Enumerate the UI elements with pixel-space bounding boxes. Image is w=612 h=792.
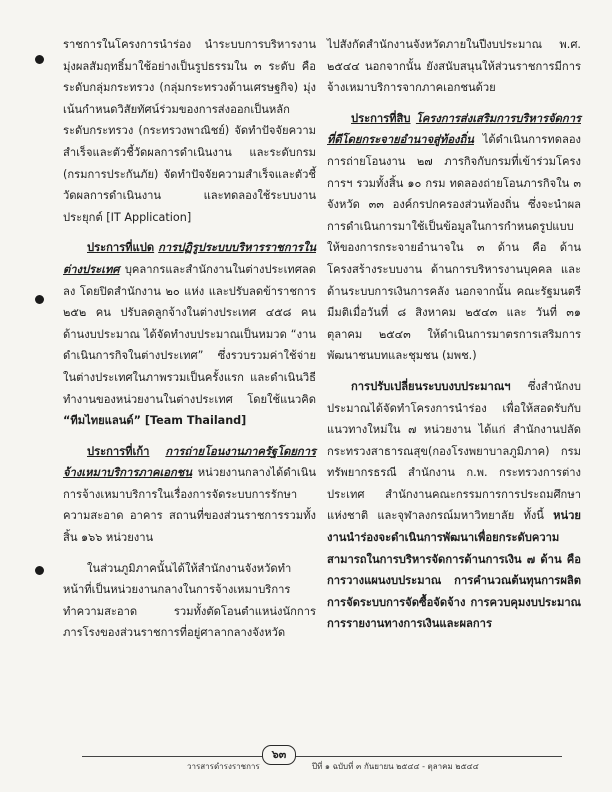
right-paragraph-2: ประการที่สิบ โครงการส่งเสริมการบริหารจัดการที่ดีโดยกระจายอำนาจสู่ท้องถิ่น ได้ดำเนินการทดลองการถ่ายโอนงาน ๒๗ ภารกิจกับกรมที่เข้าร่วมโครงการฯ รวมทั้งสิ้น ๑๐ กรม ทดลองถ่ายโอนภารกิจใน ๓ จังหวัด ๓๓ องค์กรปกครองส่วนท้องถิ่น ซึ่งจะนำผลการดำเนินการมาใช้เป็นข้อมูลในการกำหนดรูปแบบให้ของการกระจายอำนาจใน ๓ ด้าน คือ ด้านโครงสร้างระบบงาน ด้านการบริหารงานบุคคล และด้านระบบการเงินการคลัง นอกจากนั้น คณะรัฐมนตรีมีมติเมื่อวันที่ ๘ สิงหาคม ๒๕๔๓ และ วันที่ ๓๑ ตุลาคม ๒๕๔๓ ให้ดำเนินการมาตรการเสริมการพัฒนาชนบทและชุมชน (มพช.) — [327, 111, 581, 363]
page-number: ๖๓ — [262, 745, 296, 765]
left-paragraph-2: ประการที่แปด การปฏิรูประบบบริหารราชการในต่างประเทศ บุคลากรและสำนักงานในต่างประเทศลดลง โดยปิดสำนักงาน ๒๐ แห่ง และปรับลดข้าราชการ ๒๕๒ คน ปรับลดลูกจ้างในต่างประเทศ ๔๕๘ คน ด้านงบประมาณ ได้จัดทำงบประมาณเป็นหมวด “งานดำเนินการกิจในต่างประเทศ” ซึ่งรวบรวมค่าใช้จ่ายในต่างประเทศในภาพรวมเป็นครั้งแรก และดำเนินวิธีทำงานของหน่วยงานในต่างประเทศ โดยใช้แนวคิด “ทีมไทยแลนด์” [Team Thailand] — [63, 241, 316, 428]
binder-hole-bottom — [35, 566, 44, 575]
quote-team-thailand: “ทีมไทยแลนด์” — [63, 414, 141, 428]
section-nine-lead: ประการที่เก้า — [87, 444, 150, 458]
left-paragraph-1: ราชการในโครงการนำร่อง นำระบบการบริหารงานมุ่งผลสัมฤทธิ์มาใช้อย่างเป็นรูปธรรมใน ๓ ระดับ คือ ระดับกลุ่มกระทรวง (กลุ่มกระทรวงด้านเศรษฐกิจ) มุ่งเน้นกำหนดวิสัยทัศน์ร่วมของการส่งออกเป็นหลัก ระดับกระทรวง (กระทรวงพาณิชย์) จัดทำปัจจัยความสำเร็จและตัวชี้วัดผลการดำเนินงาน และระดับกรม (กรมการประกันภัย) จัดทำปัจจัยความสำเร็จและตัวชี้วัดผลการดำเนินงาน และทดลองใช้ระบบงานประยุกต์ [IT Application] — [63, 38, 316, 224]
left-paragraph-4: ในส่วนภูมิภาคนั้นได้ให้สำนักงานจังหวัดทำหน้าที่เป็นหน่วยงานกลางในการจ้างเหมาบริการทำความสะอาด รวมทั้งตัดโอนตำแหน่งนักการภารโรงของส่วนราชการที่อยู่ศาลากลางจังหวัด — [63, 561, 316, 640]
section-eight-lead: ประการที่แปด — [87, 241, 155, 255]
section-ten-lead: ประการที่สิบ — [351, 111, 411, 125]
journal-title: วารสารดำรงราชการ — [187, 762, 260, 771]
left-paragraph-3: ประการที่เก้า การถ่ายโอนงานภาครัฐโดยการจ้างเหมาบริการภาคเอกชน หน่วยงานกลางได้ดำเนินการจ้างเหมาบริการในเรื่องการจัดระบบการรักษาความสะอาด อาคาร สถานที่ของส่วนราชการรวมทั้งสิ้น ๑๖๖ หน่วยงาน — [63, 444, 316, 545]
binder-hole-middle — [35, 295, 44, 304]
issue-info: ปีที่ ๑ ฉบับที่ ๓ กันยายน ๒๕๔๔ - ตุลาคม ๒๕๔๔ — [312, 762, 479, 771]
quote-overseas-mission: “งานดำเนินการกิจในต่างประเทศ” — [63, 327, 316, 363]
right-paragraph-3: การปรับเปลี่ยนระบบงบประมาณฯ ซึ่งสำนักงบประมาณได้จัดทำโครงการนำร่อง เพื่อให้สอดรับกับแนวทางใหม่ใน ๗ หน่วยงาน ได้แก่ สำนักงานปลัดกระทรวงสาธารณสุข(กองโรงพยาบาลภูมิภาค) กรมทรัพยากรธรณี สำนักงาน ก.พ. กระทรวงการต่างประเทศ สำนักงานคณะกรรมการการประถมศึกษาแห่งชาติ และจุฬาลงกรณ์มหาวิทยาลัย ทั้งนี้ หน่วยงานนำร่องจะดำเนินการพัฒนาเพื่อยกระดับความสามารถในการบริหารจัดการด้านการเงิน ๗ ด้าน คือ การวางแผนงบประมาณ การคำนวณต้นทุนการผลิต การจัดระบบการจัดซื้อจัดจ้าง การควบคุมงบประมาณ การรายงานทางการเงินและผลการ — [327, 379, 581, 631]
right-paragraph-1: ไปสังกัดสำนักงานจังหวัดภายในปีงบประมาณ พ.ศ. ๒๕๔๔ นอกจากนั้น ยังสนับสนุนให้ส่วนราชการมีการจ้างเหมาบริการจากภาคเอกชนด้วย — [327, 38, 581, 95]
page-footer — [82, 742, 562, 770]
section-ten-topic: โครงการส่งเสริมการบริหารจัดการที่ดีโดยกระจายอำนาจสู่ท้องถิ่น — [327, 111, 581, 147]
section-eight-topic: การปฏิรูประบบบริหารราชการในต่างประเทศ — [63, 241, 316, 276]
budget-reform-lead: การปรับเปลี่ยนระบบงบประมาณฯ — [351, 379, 511, 393]
footer-rule — [82, 756, 562, 757]
binder-hole-top — [35, 55, 44, 64]
section-nine-topic: การถ่ายโอนงานภาครัฐโดยการจ้างเหมาบริการภาคเอกชน — [63, 444, 316, 480]
left-column — [63, 34, 316, 644]
right-column — [327, 34, 581, 635]
budget-reform-emphasis: หน่วยงานนำร่องจะดำเนินการพัฒนาเพื่อยกระดับความสามารถในการบริหารจัดการด้านการเงิน ๗ ด้าน คือ การวางแผนงบประมาณ การคำนวณต้นทุนการผลิต การจัดระบบการจัดซื้อจัดจ้าง การควบคุมงบประมาณ การรายงานทางการเงินและผลการ — [327, 509, 581, 631]
